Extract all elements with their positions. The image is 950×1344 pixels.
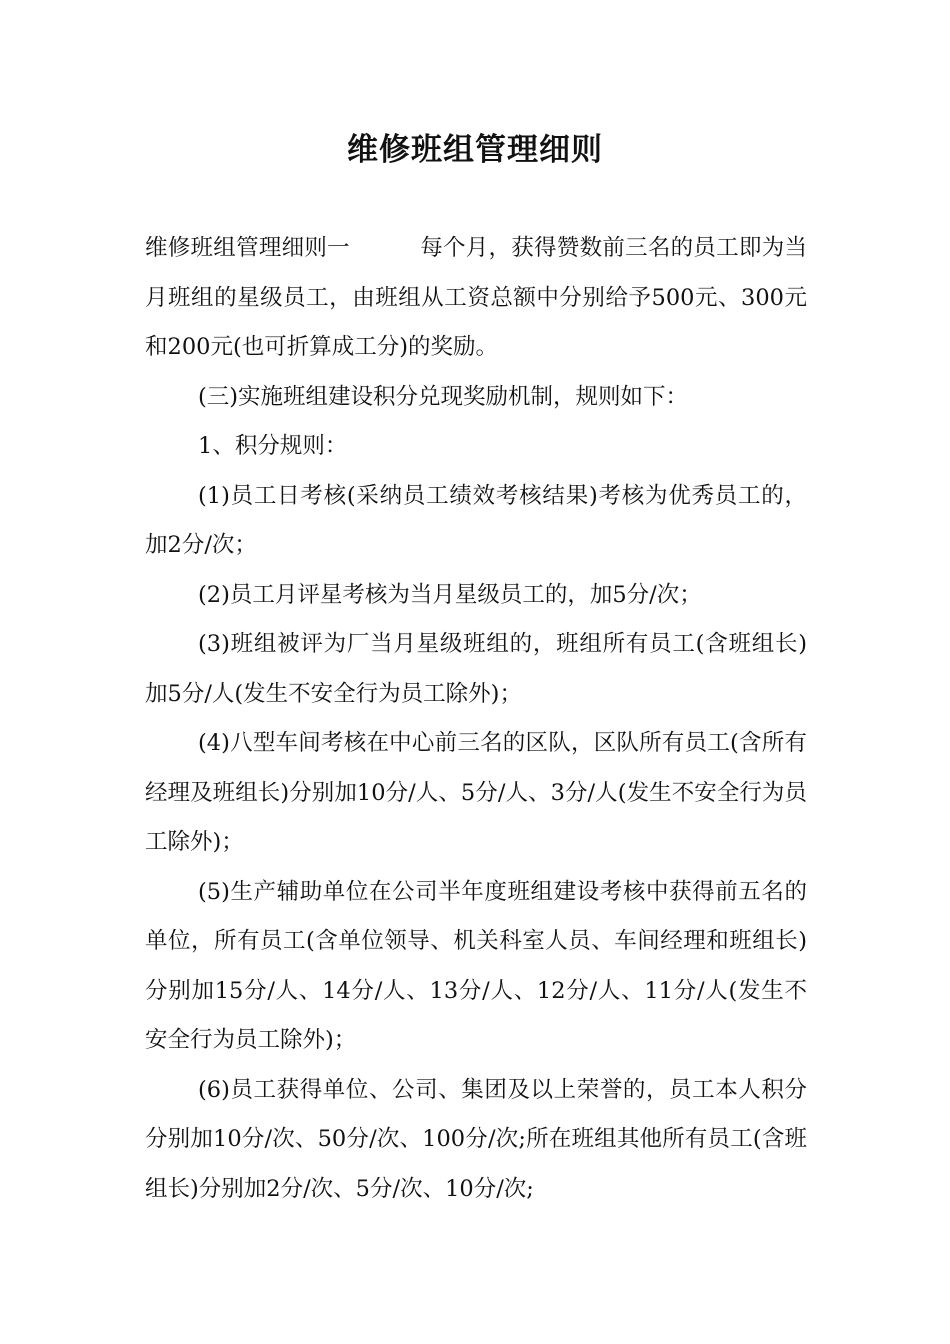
paragraph-rule-4: (4)八型车间考核在中心前三名的区队，区队所有员工(含所有经理及班组长)分别加10分/人、5分/人、3分/人(发生不安全行为员工除外)； <box>145 730 807 855</box>
intro-text: 每个月，获得赞数前三名的员工即为当月班组的星级员工，由班组从工资总额中分别给予500元、300元和200元(也可折算成工分)的奖励。 <box>145 235 807 360</box>
intro-paragraph <box>145 224 807 373</box>
document-title: 维修班组管理细则 <box>347 132 603 168</box>
document-body <box>145 224 807 1214</box>
intro-lead: 维修班组管理细则一 <box>145 235 350 261</box>
paragraph-rule-6: (6)员工获得单位、公司、集团及以上荣誉的，员工本人积分分别加10分/次、50分/次、100分/次;所在班组其他所有员工(含班组长)分别加2分/次、5分/次、10分/次; <box>145 1076 807 1202</box>
paragraph-rule-1: (1)员工日考核(采纳员工绩效考核结果)考核为优秀员工的，加2分/次； <box>145 482 807 558</box>
paragraph-rule-5: (5)生产辅助单位在公司半年度班组建设考核中获得前五名的单位，所有员工(含单位领导、机关科室人员、车间经理和班组长)分别加15分/人、14分/人、13分/人、12分/人、11分/人(发生不安全行为员工除外)； <box>145 878 807 1053</box>
paragraph-rule-3: (3)班组被评为厂当月星级班组的，班组所有员工(含班组长)加5分/人(发生不安全行为员工除外)； <box>145 631 807 707</box>
paragraph-rules-heading: 1、积分规则： <box>198 433 348 459</box>
paragraph-rule-2: (2)员工月评星考核为当月星级员工的，加5分/次； <box>198 581 702 608</box>
paragraph-section-three: (三)实施班组建设积分兑现奖励机制，规则如下： <box>198 383 689 410</box>
